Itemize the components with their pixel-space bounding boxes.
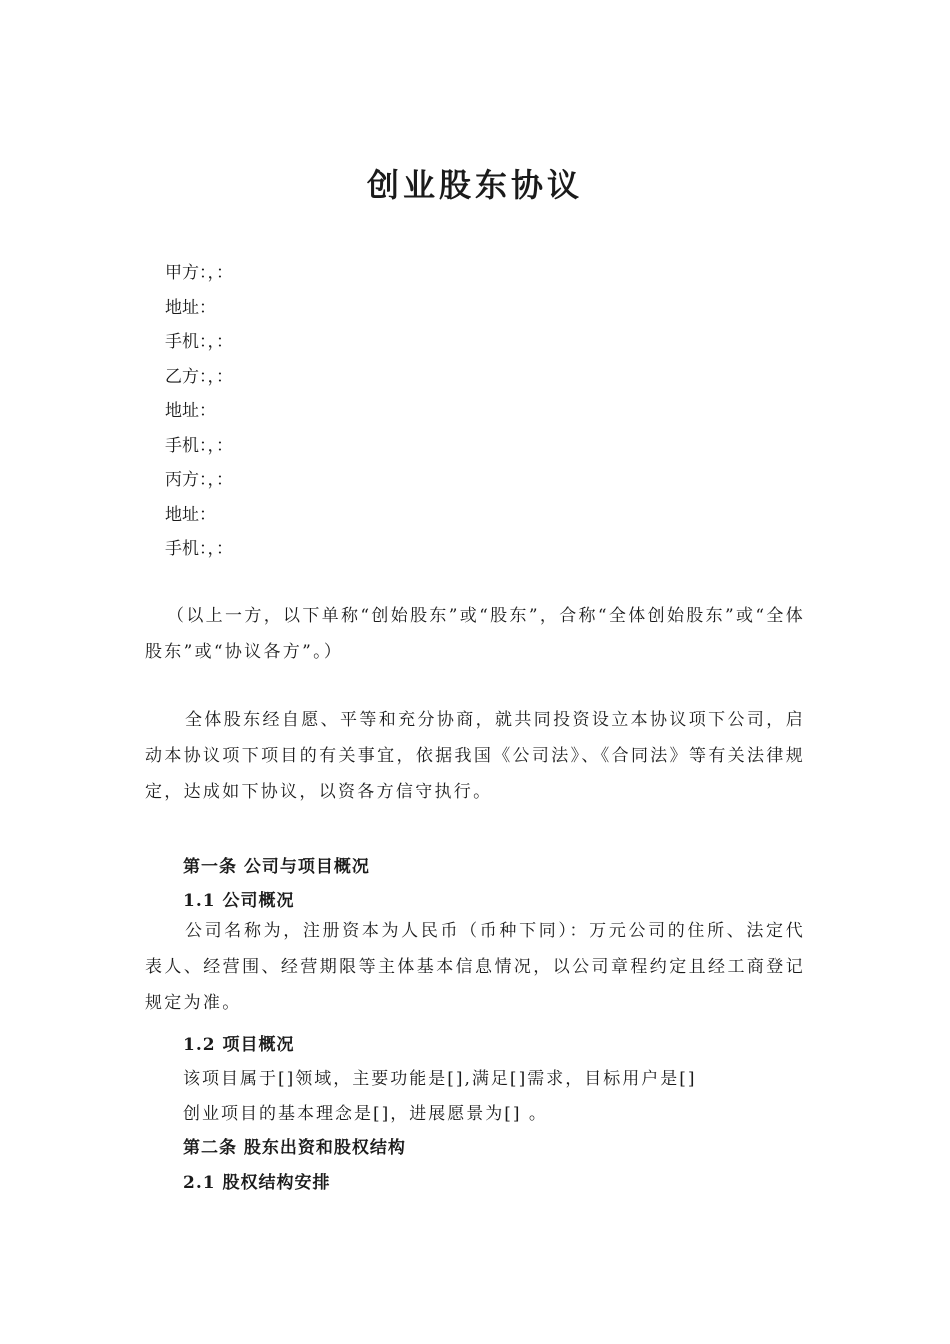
party-a-phone: 手机：，：: [165, 332, 233, 352]
section-1-1-body: 公司名称为，注册资本为人民币（币种下同）：万元公司的住所、法定代表人、经营围、经营期限等主体基本信息情况，以公司章程约定且经工商登记规定为准。: [145, 921, 805, 1013]
section-1-2-line-2: 创业项目的基本理念是[]，进展愿景为[] 。: [183, 1104, 548, 1124]
section-1-2-heading: 1.2 项目概况: [183, 1035, 295, 1055]
party-b-phone: 手机：，：: [165, 435, 233, 456]
document-title: 创业股东协议: [366, 166, 583, 204]
party-b-name: 乙方：，：: [165, 366, 233, 387]
section-1-2-line-1: 该项目属于[]领域，主要功能是[],满足[]需求，目标用户是[]: [183, 1069, 697, 1089]
party-c-name: 丙方：，：: [165, 470, 233, 490]
article-2-heading: 第二条 股东出资和股权结构: [183, 1138, 406, 1158]
party-b-address: 地址：: [165, 401, 216, 421]
party-info-block: [165, 256, 233, 567]
article-1-heading: 第一条 公司与项目概况: [183, 857, 370, 877]
section-2-1-heading: 2.1 股权结构安排: [183, 1173, 331, 1193]
section-1-1-heading: 1.1 公司概况: [183, 891, 295, 911]
parties-note: （以上一方，以下单称“创始股东”或“股东”，合称“全体创始股东”或“全体股东”或“协议各方”。）: [145, 606, 805, 662]
party-a-name: 甲方：，：: [165, 263, 233, 283]
party-c-address: 地址：: [165, 504, 216, 525]
preamble-paragraph: 全体股东经自愿、平等和充分协商，就共同投资设立本协议项下公司，启动本协议项下项目的有关事宜，依据我国《公司法》、《合同法》等有关法律规定，达成如下协议，以资各方信守执行。: [145, 710, 805, 802]
party-c-phone: 手机：，：: [165, 539, 233, 559]
party-a-address: 地址：: [165, 297, 216, 318]
